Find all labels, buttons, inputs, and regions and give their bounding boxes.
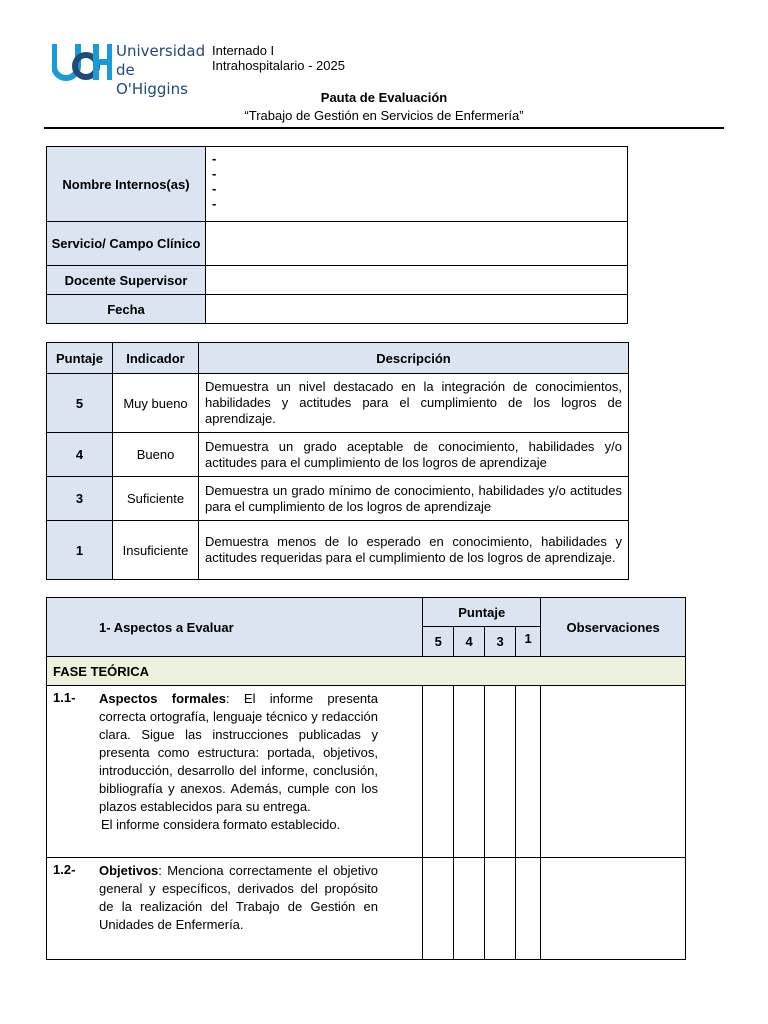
scale-header-indicator: Indicador xyxy=(113,343,199,374)
info-row-supervisor xyxy=(47,266,628,295)
date-value[interactable] xyxy=(206,295,628,324)
scale-indicator: Muy bueno xyxy=(113,374,199,433)
eval-item xyxy=(47,686,423,858)
eval-header-row xyxy=(47,598,686,627)
item-text: : Menciona correctamente el objetivo general y específicos, derivados del propósito de la realización del Trabajo de Gestión en Unidades de Enfermería. xyxy=(99,863,378,932)
scale-indicator: Bueno xyxy=(113,433,199,477)
uoh-logo-icon xyxy=(52,40,112,84)
name-value[interactable] xyxy=(206,147,628,222)
score-cell[interactable] xyxy=(423,858,454,960)
name-dash: - xyxy=(212,196,217,211)
logo-line1: Universidad xyxy=(116,42,206,60)
aspects-header: 1- Aspectos a Evaluar xyxy=(47,598,423,657)
scale-row xyxy=(47,374,629,433)
item-title: Objetivos xyxy=(99,863,159,878)
score-cell[interactable] xyxy=(516,858,541,960)
eval-item-row xyxy=(47,686,686,858)
scale-score: 3 xyxy=(47,477,113,521)
course-label xyxy=(212,43,345,73)
score-col-3: 3 xyxy=(485,627,516,657)
observations-cell[interactable] xyxy=(541,858,686,960)
scale-description: Demuestra un nivel destacado en la integración de conocimientos, habilidades y actitudes para el cumplimiento de los logros de aprendizaje. xyxy=(199,374,629,433)
page-title: Pauta de Evaluación xyxy=(320,90,448,105)
item-number: 1.2- xyxy=(53,862,76,877)
course-line2: Intrahospitalario - 2025 xyxy=(212,58,345,73)
score-cell[interactable] xyxy=(454,858,485,960)
score-col-4: 4 xyxy=(454,627,485,657)
info-row-service xyxy=(47,222,628,266)
item-number: 1.1- xyxy=(53,690,76,705)
scale-score: 5 xyxy=(47,374,113,433)
scale-header-description: Descripción xyxy=(199,343,629,374)
header-divider xyxy=(44,127,724,129)
observations-header: Observaciones xyxy=(541,598,686,657)
info-row-date xyxy=(47,295,628,324)
logo-line2: de O'Higgins xyxy=(116,61,188,98)
score-col-5: 5 xyxy=(423,627,454,657)
scale-score: 1 xyxy=(47,521,113,580)
score-cell[interactable] xyxy=(485,858,516,960)
university-logo xyxy=(52,40,206,98)
score-cell[interactable] xyxy=(516,686,541,858)
date-label: Fecha xyxy=(47,295,206,324)
eval-item xyxy=(47,858,423,960)
scale-row xyxy=(47,433,629,477)
item-title: Aspectos formales xyxy=(99,691,227,706)
phase-row xyxy=(47,657,686,686)
item-extra: El informe considera formato establecido. xyxy=(101,817,341,832)
scale-header-row xyxy=(47,343,629,374)
score-cell[interactable] xyxy=(423,686,454,858)
score-cell[interactable] xyxy=(454,686,485,858)
supervisor-value[interactable] xyxy=(206,266,628,295)
info-row-name xyxy=(47,147,628,222)
phase-label: FASE TEÓRICA xyxy=(47,657,686,686)
score-header: Puntaje xyxy=(423,598,541,627)
service-value[interactable] xyxy=(206,222,628,266)
observations-cell[interactable] xyxy=(541,686,686,858)
scale-description: Demuestra un grado mínimo de conocimiento, habilidades y/o actitudes para el cumplimiento de los logros de aprendizaje xyxy=(199,477,629,521)
scale-indicator: Suficiente xyxy=(113,477,199,521)
name-dash: - xyxy=(212,166,217,181)
scale-description: Demuestra un grado aceptable de conocimiento, habilidades y/o actitudes para el cumplimiento de los logros de aprendizaje xyxy=(199,433,629,477)
service-label: Servicio/ Campo Clínico xyxy=(47,222,206,266)
supervisor-label: Docente Supervisor xyxy=(47,266,206,295)
info-table xyxy=(46,146,628,324)
scale-description: Demuestra menos de lo esperado en conocimiento, habilidades y actitudes requeridas para el cumplimiento de los logros de aprendizaje. xyxy=(199,521,629,580)
item-text: : El informe presenta correcta ortografía, lenguaje técnico y redacción clara. Sigue las instrucciones publicadas y presenta como estructura: portada, objetivos, introducción, desarrollo del informe, conclusión, bibliografía y anexos. Además, cumple con los plazos establecidos para su entrega. xyxy=(99,691,378,814)
name-dash: - xyxy=(212,151,217,166)
name-label: Nombre Internos(as) xyxy=(47,147,206,222)
name-dash: - xyxy=(212,181,217,196)
eval-item-row xyxy=(47,858,686,960)
score-col-1: 1 xyxy=(516,627,541,657)
evaluation-table xyxy=(46,597,686,960)
scale-indicator: Insuficiente xyxy=(113,521,199,580)
scale-score: 4 xyxy=(47,433,113,477)
scale-row xyxy=(47,477,629,521)
page-subtitle: “Trabajo de Gestión en Servicios de Enfermería” xyxy=(244,108,524,123)
scale-header-score: Puntaje xyxy=(47,343,113,374)
scale-table xyxy=(46,342,629,580)
score-cell[interactable] xyxy=(485,686,516,858)
course-line1: Internado I xyxy=(212,43,275,58)
scale-row xyxy=(47,521,629,580)
